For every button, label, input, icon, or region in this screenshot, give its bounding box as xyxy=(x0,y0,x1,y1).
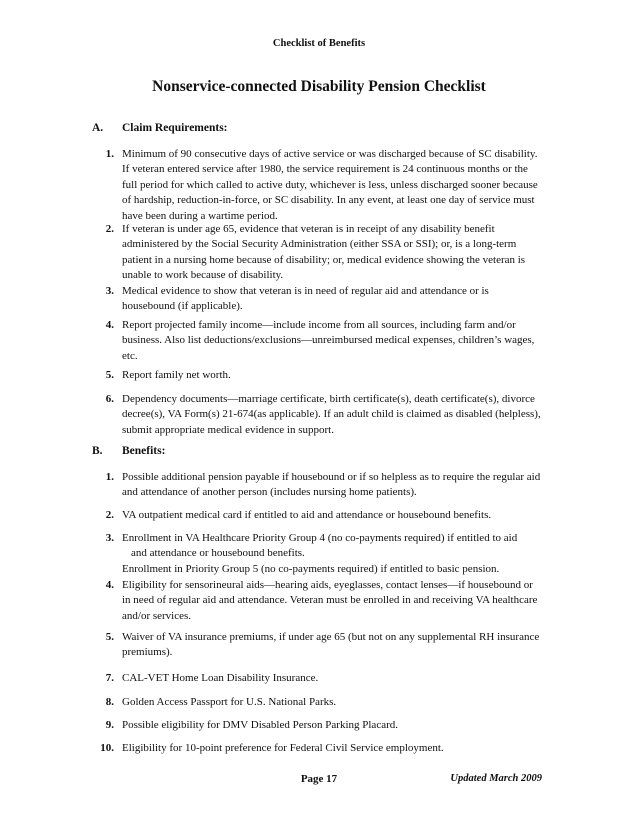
item-number: 8. xyxy=(105,696,114,708)
item-number: 5. xyxy=(105,631,114,643)
item-number: 7. xyxy=(105,672,114,684)
claim-item-5 xyxy=(92,368,542,383)
claim-item-6 xyxy=(92,392,542,438)
item-number: 1. xyxy=(105,471,114,483)
benefit-item-7 xyxy=(92,671,542,686)
item-number: 3. xyxy=(105,285,114,297)
claim-item-1 xyxy=(92,147,542,224)
section-b-title: Benefits: xyxy=(122,445,166,457)
item-number: 2. xyxy=(105,509,114,521)
item-number: 1. xyxy=(105,148,114,160)
benefit-item-8 xyxy=(92,695,542,710)
item-number: 4. xyxy=(105,579,114,591)
section-b-letter: B. xyxy=(92,445,103,457)
benefit-item-4 xyxy=(92,578,542,624)
item-text: VA outpatient medical card if entitled to aid and attendance or housebound benefits. xyxy=(122,509,492,521)
page-title: Nonservice-connected Disability Pension Checklist xyxy=(152,78,486,95)
benefit-item-5 xyxy=(92,630,542,661)
claim-item-3 xyxy=(92,284,542,315)
benefit-item-1 xyxy=(92,470,542,501)
item-number: 2. xyxy=(105,223,114,235)
item-number: 9. xyxy=(105,719,114,731)
item-text: Golden Access Passport for U.S. National Parks. xyxy=(122,696,337,708)
item-text: If veteran is under age 65, evidence that veteran is in receipt of any disability benefit administered by the Social Security Administration (either SSA or SSI); or, is a long-term patient in a nursing home because of disability; or, medical evidence showing the veteran is unable to work because of disability. xyxy=(122,223,526,282)
page-number: Page 17 xyxy=(300,773,338,785)
item-number: 10. xyxy=(100,742,114,754)
item-text: Possible eligibility for DMV Disabled Person Parking Placard. xyxy=(122,719,398,731)
item-text: Report projected family income—include income from all sources, including farm and/or business. Also list deductions/exclusions—unreimbursed medical expenses, children’s wages, etc. xyxy=(122,319,535,362)
item-text: Eligibility for sensorineural aids—hearing aids, eyeglasses, contact lenses—if housebound or in need of regular aid and attendance. Veteran must be enrolled in and receiving VA healthcare and/or services. xyxy=(122,579,538,622)
item-text-line: and attendance or housebound benefits. xyxy=(131,547,305,560)
benefit-item-3 xyxy=(92,531,542,577)
item-text-line: Enrollment in Priority Group 5 (no co-payments required) if entitled to basic pension. xyxy=(122,562,500,575)
item-text: Possible additional pension payable if housebound or if so helpless as to require the regular aid and attendance of another person (includes nursing home patients). xyxy=(122,471,541,499)
item-number: 3. xyxy=(105,532,114,544)
item-text: CAL-VET Home Loan Disability Insurance. xyxy=(122,672,319,684)
section-a-heading xyxy=(92,122,228,134)
item-text: Report family net worth. xyxy=(122,369,231,381)
claim-item-2 xyxy=(92,222,542,284)
item-number: 6. xyxy=(105,393,114,405)
item-number: 4. xyxy=(105,319,114,331)
claim-item-4 xyxy=(92,318,542,364)
running-header: Checklist of Benefits xyxy=(272,38,366,49)
section-a-title: Claim Requirements: xyxy=(122,122,228,134)
benefit-item-2 xyxy=(92,508,542,523)
item-text: Eligibility for 10-point preference for Federal Civil Service employment. xyxy=(122,742,444,754)
item-text-line: Enrollment in VA Healthcare Priority Group 4 (no co-payments required) if entitled to aid xyxy=(122,532,518,544)
item-text xyxy=(122,531,542,577)
item-text: Waiver of VA insurance premiums, if under age 65 (but not on any supplemental RH insurance premiums). xyxy=(122,631,540,659)
benefit-item-10 xyxy=(92,741,542,756)
item-number: 5. xyxy=(105,369,114,381)
benefit-item-9 xyxy=(92,718,542,733)
updated-date: Updated March 2009 xyxy=(450,773,542,784)
section-a-letter: A. xyxy=(92,122,104,134)
item-text: Minimum of 90 consecutive days of active service or was discharged because of SC disability. If veteran entered service after 1980, the service requirement is 24 continuous months or the full period for which called to active duty, whichever is less, unless discharged sooner because of hardship, reduction-in-force, or SC disability. In any event, at least one day of service must have been during a wartime period. xyxy=(122,148,538,222)
section-b-heading xyxy=(92,445,165,457)
item-text: Medical evidence to show that veteran is in need of regular aid and attendance or is housebound (if applicable). xyxy=(122,285,489,313)
item-text: Dependency documents—marriage certificate, birth certificate(s), death certificate(s), divorce decree(s), VA Form(s) 21-674(as applicable). If an adult child is claimed as disabled (helpless), submit appropriate medical evidence in support. xyxy=(122,393,541,436)
